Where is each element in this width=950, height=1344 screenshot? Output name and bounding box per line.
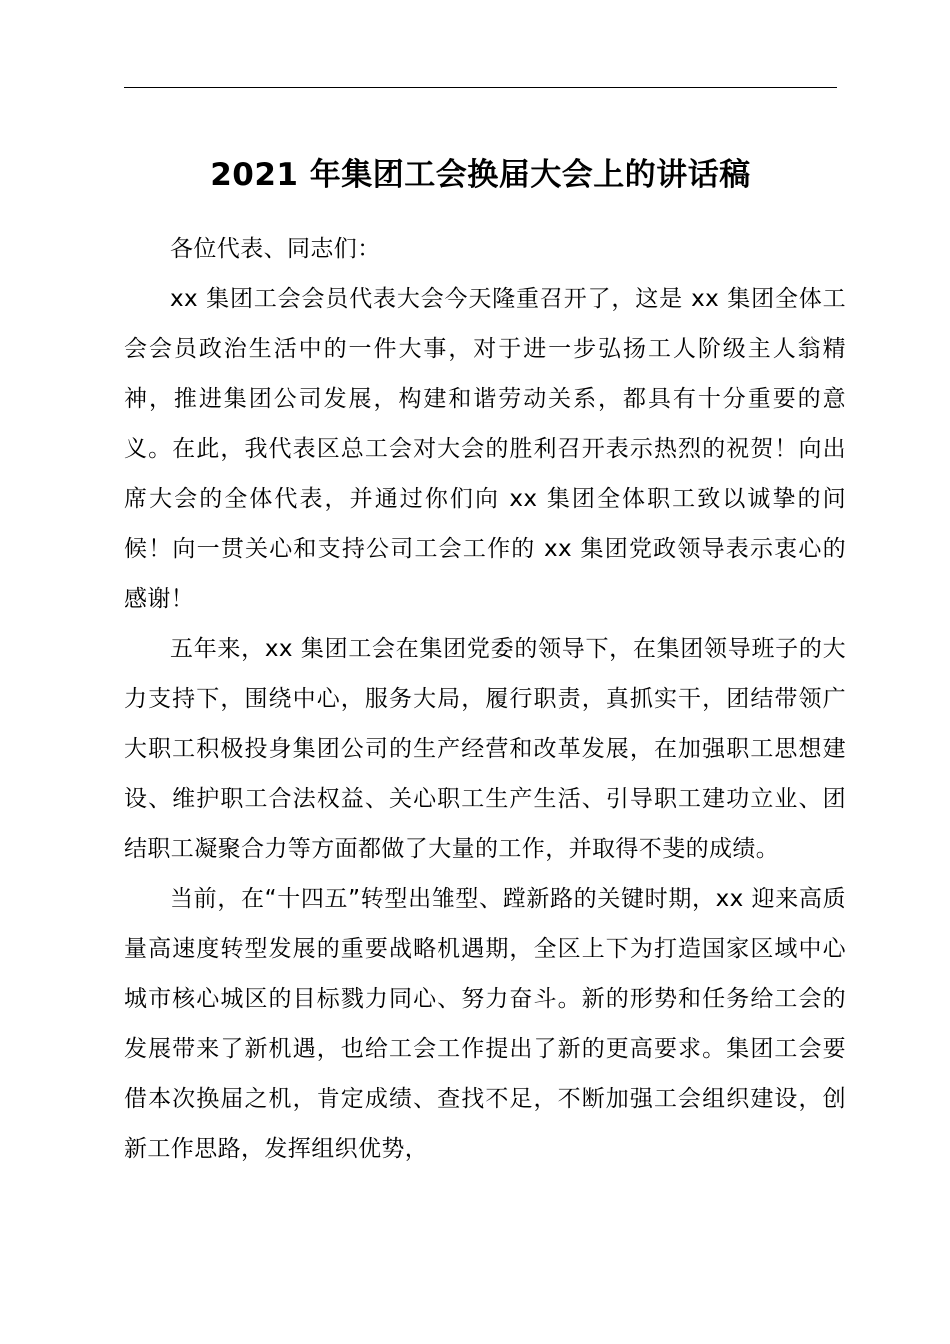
salutation: 各位代表、同志们： (170, 236, 381, 262)
paragraph-outlook: 当前，在“十四五”转型出雏型、蹚新路的关键时期，xx 迎来高质量高速度转型发展的重要战略机遇期，全区上下为打造国家区域中心城市核心城区的目标戮力同心、努力奋斗。新的形势和任务给工会的发展带来了新机遇，也给工会工作提出了新的更高要求。集团工会要借本次换届之机，肯定成绩、查找不足，不断加强工会组织建设，创新工作思路，发挥组织优势， (124, 886, 846, 1162)
paragraph-review: 五年来，xx 集团工会在集团党委的领导下，在集团领导班子的大力支持下，围绕中心，服务大局，履行职责，真抓实干，团结带领广大职工积极投身集团公司的生产经营和改革发展，在加强职工思想建设、维护职工合法权益、关心职工生产生活、引导职工建功立业、团结职工凝聚合力等方面都做了大量的工作，并取得不斐的成绩。 (124, 636, 846, 862)
header-rule (124, 87, 837, 88)
paragraph-opening: xx 集团工会会员代表大会今天隆重召开了，这是 xx 集团全体工会会员政治生活中的一件大事，对于进一步弘扬工人阶级主人翁精神，推进集团公司发展，构建和谐劳动关系，都具有十分重要的意义。在此，我代表区总工会对大会的胜利召开表示热烈的祝贺！向出席大会的全体代表，并通过你们向 xx 集团全体职工致以诚挚的问候！向一贯关心和支持公司工会工作的 xx 集团党政领导表示衷心的感谢！ (124, 286, 846, 612)
document-title: 2021 年集团工会换届大会上的讲话稿 (210, 157, 751, 193)
document-body (124, 224, 846, 1174)
